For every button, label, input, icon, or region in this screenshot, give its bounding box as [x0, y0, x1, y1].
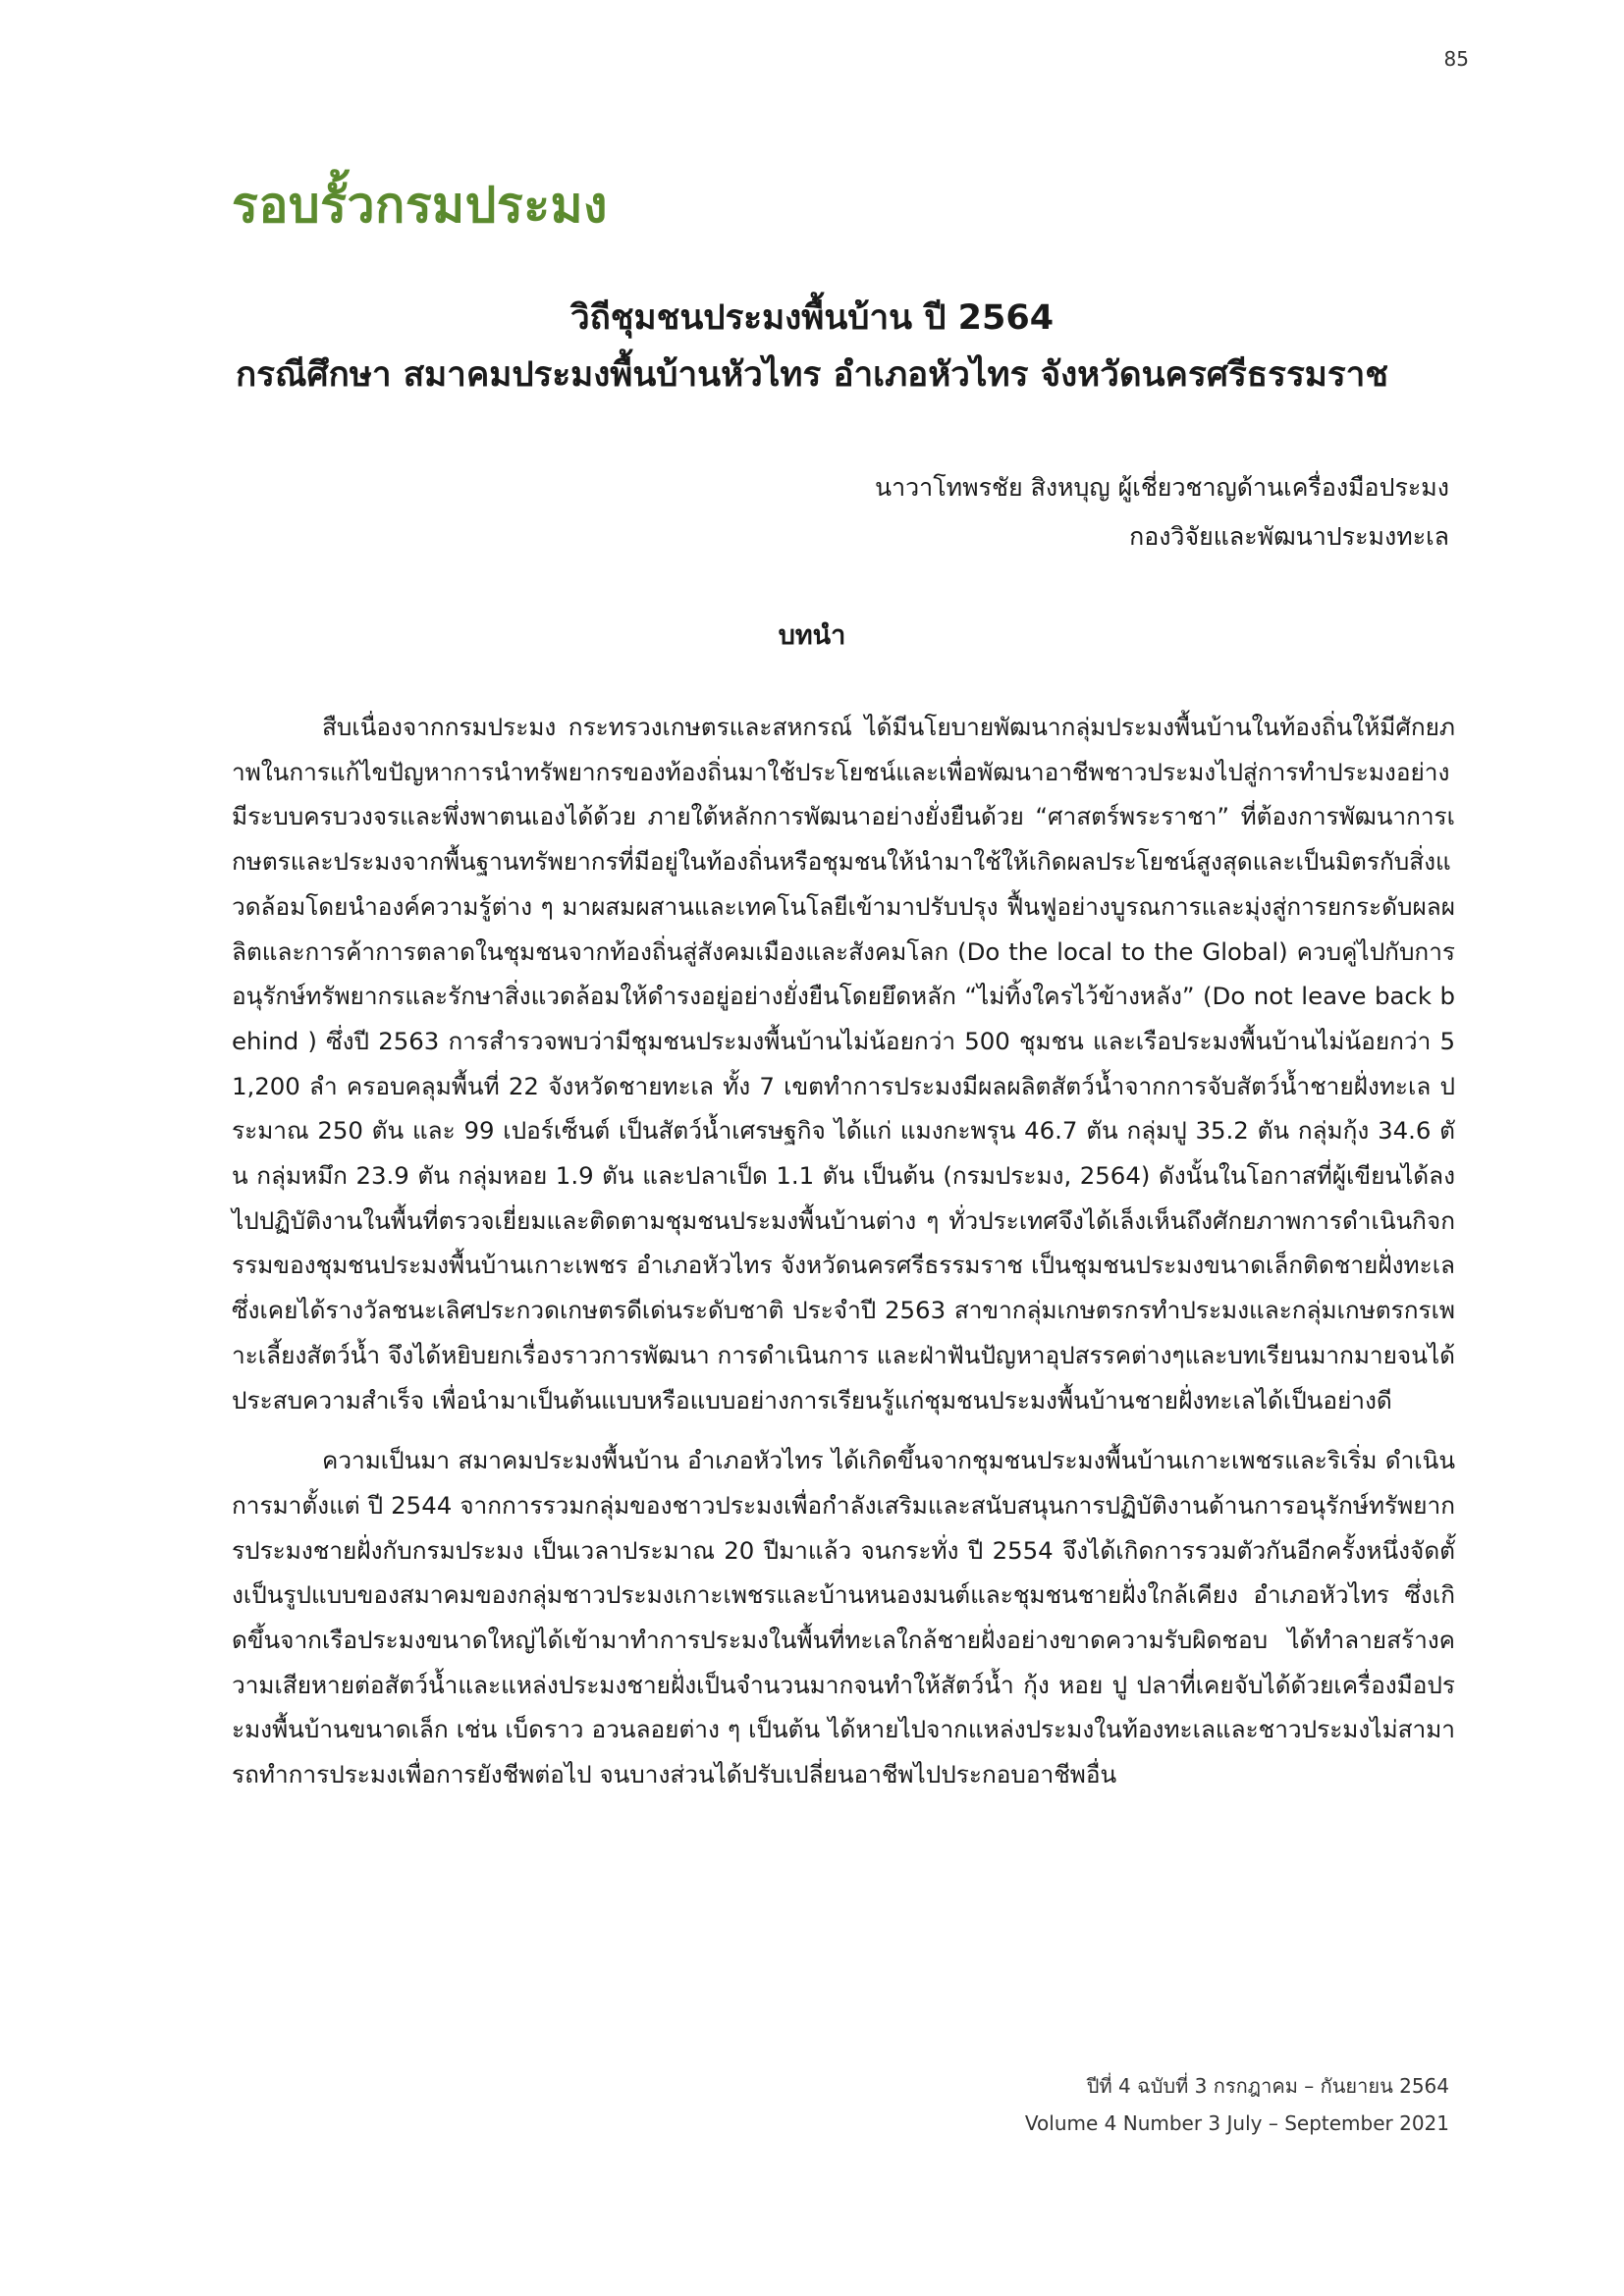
paragraph-2: ความเป็นมา สมาคมประมงพื้นบ้าน อำเภอหัวไทร ได้เกิดขึ้นจากชุมชนประมงพื้นบ้านเกาะเพชรและริเริ่ม ดำเนินการมาตั้งแต่ ปี 2544 จากการรวมกลุ่มของชาวประมงเพื่อกำลังเสริมและสนับสนุนการปฏิบัติงานด้านการอนุรักษ์ทรัพยากรประมงชายฝั่งกับกรมประมง เป็นเวลาประมาณ 20 ปีมาแล้ว จนกระทั่ง ปี 2554 จึงได้เกิดการรวมตัวกันอีกครั้งหนึ่งจัดตั้งเป็นรูปแบบของสมาคมของกลุ่มชาวประมงเกาะเพชรและบ้านหนองมนต์และชุมชนชายฝั่งใกล้เคียง อำเภอหัวไทร ซึ่งเกิดขึ้นจากเรือประมงขนาดใหญ่ได้เข้ามาทำการประมงในพื้นที่ทะเลใกล้ชายฝั่งอย่างขาดความรับผิดชอบ ได้ทำลายสร้างความเสียหายต่อสัตว์น้ำและแหล่งประมงชายฝั่งเป็นจำนวนมากจนทำให้สัตว์น้ำ กุ้ง หอย ปู ปลาที่เคยจับได้ด้วยเครื่องมือประมงพื้นบ้านขนาดเล็ก เช่น เบ็ดราว อวนลอยต่าง ๆ เป็นต้น ได้หายไปจากแหล่งประมงในท้องทะเลและชาวประมงไม่สามารถทำการประมงเพื่อการยังชีพต่อไป จนบางส่วนได้ปรับเปลี่ยนอาชีพไปประกอบอาชีพอื่น: [232, 1446, 1455, 1789]
section-title: รอบรั้วกรมประมง: [232, 177, 608, 234]
footer-issue-thai: ปีที่ 4 ฉบับที่ 3 กรกฎาคม – กันยายน 2564: [1086, 2074, 1449, 2098]
paragraph-1: สืบเนื่องจากกรมประมง กระทรวงเกษตรและสหกรณ์ ได้มีนโยบายพัฒนากลุ่มประมงพื้นบ้านในท้องถิ่นให้มีศักยภาพในการแก้ไขปัญหาการนำทรัพยากรของท้องถิ่นมาใช้ประโยชน์และเพื่อพัฒนาอาชีพชาวประมงไปสู่การทำประมงอย่างมีระบบครบวงจรและพึ่งพาตนเองได้ด้วย ภายใต้หลักการพัฒนาอย่างยั่งยืนด้วย “ศาสตร์พระราชา” ที่ต้องการพัฒนาการเกษตรและประมงจากพื้นฐานทรัพยากรที่มีอยู่ในท้องถิ่นหรือชุมชนให้นำมาใช้ให้เกิดผลประโยชน์สูงสุดและเป็นมิตรกับสิ่งแวดล้อมโดยนำองค์ความรู้ต่าง ๆ มาผสมผสานและเทคโนโลยีเข้ามาปรับปรุง ฟื้นฟูอย่างบูรณการและมุ่งสู่การยกระดับผลผลิตและการค้าการตลาดในชุมชนจากท้องถิ่นสู่สังคมเมืองและสังคมโลก (Do the local to the Global) ควบคู่ไปกับการอนุรักษ์ทรัพยากรและรักษาสิ่งแวดล้อมให้ดำรงอยู่อย่างยั่งยืนโดยยึดหลัก “ไม่ทิ้งใครไว้ข้างหลัง” (Do not leave back behind ) ซึ่งปี 2563 การสำรวจพบว่ามีชุมชนประมงพื้นบ้านไม่น้อยกว่า 500 ชุมชน และเรือประมงพื้นบ้านไม่น้อยกว่า 51,200 ลำ ครอบคลุมพื้นที่ 22 จังหวัดชายทะเล ทั้ง 7 เขตทำการประมงมีผลผลิตสัตว์น้ำจากการจับสัตว์น้ำชายฝั่งทะเล ประมาณ 250 ตัน และ 99 เปอร์เซ็นต์ เป็นสัตว์น้ำเศรษฐกิจ ได้แก่ แมงกะพรุน 46.7 ตัน กลุ่มปู 35.2 ตัน กลุ่มกุ้ง 34.6 ตัน กลุ่มหมึก 23.9 ตัน กลุ่มหอย 1.9 ตัน และปลาเป็ด 1.1 ตัน เป็นต้น (กรมประมง, 2564) ดังนั้นในโอกาสที่ผู้เขียนได้ลงไปปฏิบัติงานในพื้นที่ตรวจเยี่ยมและติดตามชุมชนประมงพื้นบ้านต่าง ๆ ทั่วประเทศจึงได้เล็งเห็นถึงศักยภาพการดำเนินกิจกรรมของชุมชนประมงพื้นบ้านเกาะเพชร อำเภอหัวไทร จังหวัดนครศรีธรรมราช เป็นชุมชนประมงขนาดเล็กติดชายฝั่งทะเลซึ่งเคยได้รางวัลชนะเลิศประกวดเกษตรดีเด่นระดับชาติ ประจำปี 2563 สาขากลุ่มเกษตรกรทำประมงและกลุ่มเกษตรกรเพาะเลี้ยงสัตว์น้ำ จึงได้หยิบยกเรื่องราวการพัฒนา การดำเนินการ และฝ่าฟันปัญหาอุปสรรคต่างๆและบทเรียนมากมายจนได้ประสบความสำเร็จ เพื่อนำมาเป็นต้นแบบหรือแบบอย่างการเรียนรู้แก่ชุมชนประมงพื้นบ้านชายฝั่งทะเลได้เป็นอย่างดี: [232, 713, 1455, 1415]
footer: [1025, 2067, 1449, 2142]
body-text: [232, 705, 1455, 1813]
intro-heading: บทนำ: [778, 620, 846, 651]
author-name: นาวาโทพรชัย สิงหบุญ ผู้เชี่ยวชาญด้านเครื่องมือประมง: [875, 473, 1449, 502]
footer-issue-english: Volume 4 Number 3 July – September 2021: [1024, 2111, 1449, 2135]
author-affiliation: กองวิจัยและพัฒนาประมงทะเล: [1129, 522, 1449, 551]
author-block: [875, 463, 1449, 561]
page-number: 85: [1443, 47, 1469, 71]
article-title-line-2: กรณีศึกษา สมาคมประมงพื้นบ้านหัวไทร อำเภอหัวไทร จังหวัดนครศรีธรรมราช: [235, 355, 1389, 395]
article-title-line-1: วิถีชุมชนประมงพื้นบ้าน ปี 2564: [569, 298, 1055, 338]
article-title: [196, 290, 1428, 403]
